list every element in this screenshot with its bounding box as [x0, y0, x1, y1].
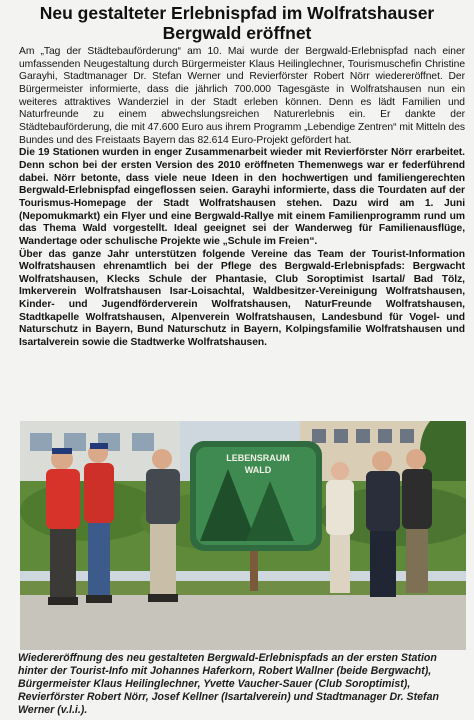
article-photo — [20, 421, 466, 650]
headline-line-1: Neu gestalteter Erlebnispfad im Wolfratshauser — [39, 3, 435, 23]
person-6 — [402, 449, 432, 593]
paragraph-1: Am „Tag der Städtebauförderung“ am 10. Mai wurde der Bergwald-Erlebnispfad nach einer umfassenden Neugestaltung durch Bürgermeister Klaus Heilinglechner, Tourismuschefin Christine Garayhi, Stadtmanager Dr. Stefan Werner und Revierförster Robert Nörr wiedereröffnet. Der Bürgermeister informierte, dass die jährlich 700.000 Tagesgäste in Wolfratshausen nun ein weiteres attraktives Wanderziel in der Stadt erleben können. Denn es lädt Familien und Naturfreunde zu einem abwechslungsreichen Naturerlebnis ein. Er dankte der Städtebauförderung, die mit 47.600 Euro aus ihrem Programm „Lebendige Zentren“ mit Mitteln des Bundes und des Freistaats Bayern das 82.614 Euro-Projekt gefördert hat. — [19, 46, 465, 146]
person-2 — [84, 443, 114, 603]
person-5 — [366, 451, 400, 597]
person-1 — [46, 448, 80, 605]
sign-title-2: WALD — [244, 465, 272, 475]
paragraph-2: Die 19 Stationen wurden in enger Zusammenarbeit wieder mit Revierförster Nörr erarbeitet. Denn schon bei der ersten Version des 2010 eröffneten Themenwegs war er federführend dabei. Nörr betonte, dass viele neue Ideen in den hochwertigen und familiengerechten Bergwald-Erlebnispfad eingeflossen seien. Garayhi informierte, dass die Tourdaten auf der Tourismus-Homepage der Stadt Wolfratshausen stehen. Dazu wird am 1. Juni (Nepomukmarkt) ein Flyer und eine Bergwald-Rallye mit einem Familienprogramm rund um das Thema Wald vorgestellt. Ideal geeignet sei der Wanderweg für Familienausflüge, Wandertage oder schulische Projekte wie „Schule im Freien“. — [19, 147, 465, 247]
photo-caption: Wiedereröffnung des neu gestalteten Bergwald-Erlebnispfads an der ersten Station hinter der Tourist-Info mit Johannes Haferkorn, Robert Wallner (beide Bergwacht), Bürgermeister Klaus Heilinglechner, Yvette Vaucher-Sauer (Club Soroptimist), Revierförster Robert Nörr, Josef Kellner (Isartalverein) und Stadtmanager Dr. Stefan Werner (v.l.i.). — [18, 652, 439, 717]
person-4 — [326, 462, 354, 593]
paragraph-3: Über das ganze Jahr unterstützen folgende Vereine das Team der Tourist-Information Wolfratshausen ehrenamtlich bei der Pflege des Bergwald-Erlebnispfads: Bergwacht Wolfratshausen, Klecks Schule der Phantasie, Club Soroptimist Isartal/ Bad Tölz, Imkerverein Wolfratshausen Isar-Loisachtal, Waldbesitzer-Vereinigung Wolfratshausen, Kinder- und Jugendförderverein Wolfratshausen, NaturFreunde Wolfratshausen, Stadtkapelle Wolfratshausen, Alpenverein Wolfratshausen, Landesbund für Vogel- und Naturschutz in Bayern, Bund Naturschutz in Bayern, Kolpingsfamilie Wolfratshausen und Isartalverein sowie die Stadtwerke Wolfratshausen. — [19, 248, 465, 349]
headline-line-2: Bergwald eröffnet — [162, 23, 312, 43]
sign-title-1: LEBENSRAUM — [226, 453, 290, 463]
person-3 — [146, 449, 180, 602]
group-photo-illustration — [20, 421, 466, 650]
article-headline — [8, 3, 466, 43]
article-body — [19, 46, 465, 350]
